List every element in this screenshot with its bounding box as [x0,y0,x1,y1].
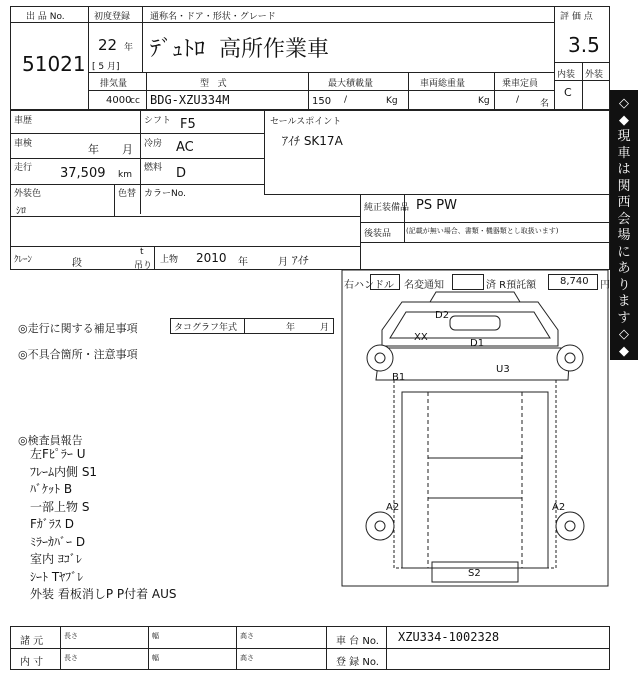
upper-year: 2010 [196,251,227,265]
crane-ton-bottom: 吊り [134,261,153,271]
shift-value: F5 [180,117,196,132]
inspector-report-item: ｼｰﾄ Tﾔﾌﾞﾚ [30,569,84,584]
max-load: 150 [312,96,332,107]
inspector-report-item: 一部上物 S [30,499,90,514]
equipment-label: 純正装備品 [364,203,410,213]
exterior-label: 外装 [585,70,604,80]
registration-label: 登 録 No. [336,657,379,668]
tacho-month-unit: 月 [320,323,330,333]
inspection-label: 車検 [14,139,33,149]
gross-weight-unit: Kg [478,96,490,106]
inspector-report-list [30,446,330,604]
inspector-report-item: ﾐﾗｰｶﾊﾞｰ D [30,534,86,549]
lot-no: 51021 [22,52,86,76]
recycle-label: 済 R預託額 [486,280,537,291]
upper-month-unit: 月 [278,257,288,268]
footer-height-label-1: 高さ [240,632,254,640]
sales-points-label: セールスポイント [270,117,342,127]
chassis-no: XZU334-1002328 [398,630,500,644]
footer-width-label-2: 幅 [152,654,159,662]
meter-change-label: 名変通知 [404,280,444,291]
model-code: BDG-XZU334M [150,93,230,107]
model-name-label: 通称名・ドア・形状・グレード [150,12,276,22]
max-load-unit: Kg [386,96,398,106]
capacity-label: 乗車定員 [502,79,539,89]
right-hand-label: 右ハンドル [344,280,394,291]
damage-mark: D2 [435,310,450,321]
capacity-sep: / [516,95,520,105]
color-no-label: 色替 [118,189,137,199]
damage-mark: XX [414,332,428,343]
tacho-year-unit: 年 [286,323,296,333]
exterior-color-value: ｼﾛ [16,206,26,217]
lot-no-label: 出 品 No. [26,12,65,22]
mileage-value: 37,509 [60,166,106,181]
capacity-unit: 名 [540,99,550,109]
interior-grade: C [564,86,572,99]
history-label: 車歴 [14,116,33,126]
displacement-label: 排気量 [100,79,128,89]
inspector-report-item: 外装 看板消しP P付着 AUS [30,587,177,601]
shift-label: シフト [144,116,172,126]
damage-mark: B1 [392,372,406,383]
max-load-sep: / [344,95,348,105]
first-reg-year-unit: 年 [124,43,134,53]
displacement: 4000 [106,95,132,106]
inspector-label: ◎検査員報告 [18,434,83,447]
inspection-month-unit: 月 [122,143,133,156]
damage-mark: D1 [470,338,485,349]
model-code-label: 型 式 [200,79,227,89]
first-reg-year: 22 [98,36,118,54]
damage-mark: S2 [468,568,481,579]
interior-label: 内装 [557,70,576,80]
recycle-amount: 8,740 [560,276,589,287]
mileage-unit: km [118,170,132,180]
footer-dimensions-label: 諸 元 [20,636,44,647]
truck-outline-diagram [340,268,610,588]
aircon-label: 冷房 [144,139,163,149]
footer-length-label-2: 長さ [64,654,78,662]
damage-mark: U3 [496,364,510,375]
upper-year-unit: 年 [238,257,248,268]
aftermarket-label: 後装品 [364,229,392,239]
aircon-value: AC [176,140,194,155]
inspector-report-item: 室内 ﾖｺﾞﾚ [30,552,82,566]
inspector-report-item: ﾊﾞｹｯﾄ B [30,482,73,496]
inspection-year-unit: 年 [88,143,99,156]
fuel-label: 燃料 [144,163,163,173]
exterior-color-label: 外装色 [14,189,42,199]
score: 3.5 [568,33,600,57]
tachograph-label: タコグラフ年式 [174,323,238,333]
damage-mark: A2 [386,502,400,513]
inspector-report-item: 左Fﾋﾟﾗｰ U [30,447,86,461]
sales-points-value: ｱｲﾁ SK17A [282,134,343,148]
recycle-unit: 円 [600,280,610,291]
footer-length-label-1: 長さ [64,632,78,640]
inspector-report-item: ﾌﾚｰﾑ内側 S1 [30,464,98,479]
damage-mark: A2 [552,502,566,513]
footer-height-label-2: 高さ [240,654,254,662]
equipment-value: PS PW [416,198,457,213]
crane-label: ｸﾚｰﾝ [14,255,33,265]
footer-width-label-1: 幅 [152,632,159,640]
color-code-label: カラーNo. [144,189,186,199]
score-label: 評 価 点 [560,12,593,22]
displacement-unit: cc [130,96,140,106]
fuel-value: D [176,166,187,181]
aftermarket-note: (記載が無い場合、書類・機器類とし取扱います) [406,227,559,235]
footer-interior-label: 内 寸 [20,657,44,668]
crane-stage-unit: 段 [72,258,82,269]
defects-label: ◎不具合箇所・注意事項 [18,348,138,361]
driving-notes-label: ◎走行に関する補足事項 [18,322,138,335]
gross-weight-label: 車両総重量 [420,79,466,89]
max-load-label: 最大積載量 [328,79,374,89]
venue-banner [610,90,638,360]
first-reg-label: 初度登録 [94,12,131,22]
first-reg-month: [ 5 月] [92,62,120,72]
car-name: ﾃﾞｭﾄﾛ 高所作業車 [150,37,329,62]
venue-banner-text: ◇◆現車は関西会場にあります◇◆ [617,96,631,359]
damage-diagram [340,268,610,588]
chassis-label: 車 台 No. [336,636,379,647]
upper-label: 上物 [160,255,179,265]
upper-maker: ｱｲﾁ [292,254,309,267]
inspector-report-item: Fｶﾞﾗｽ D [30,517,74,531]
crane-ton-top: t [140,247,144,257]
mileage-label: 走行 [14,163,33,173]
